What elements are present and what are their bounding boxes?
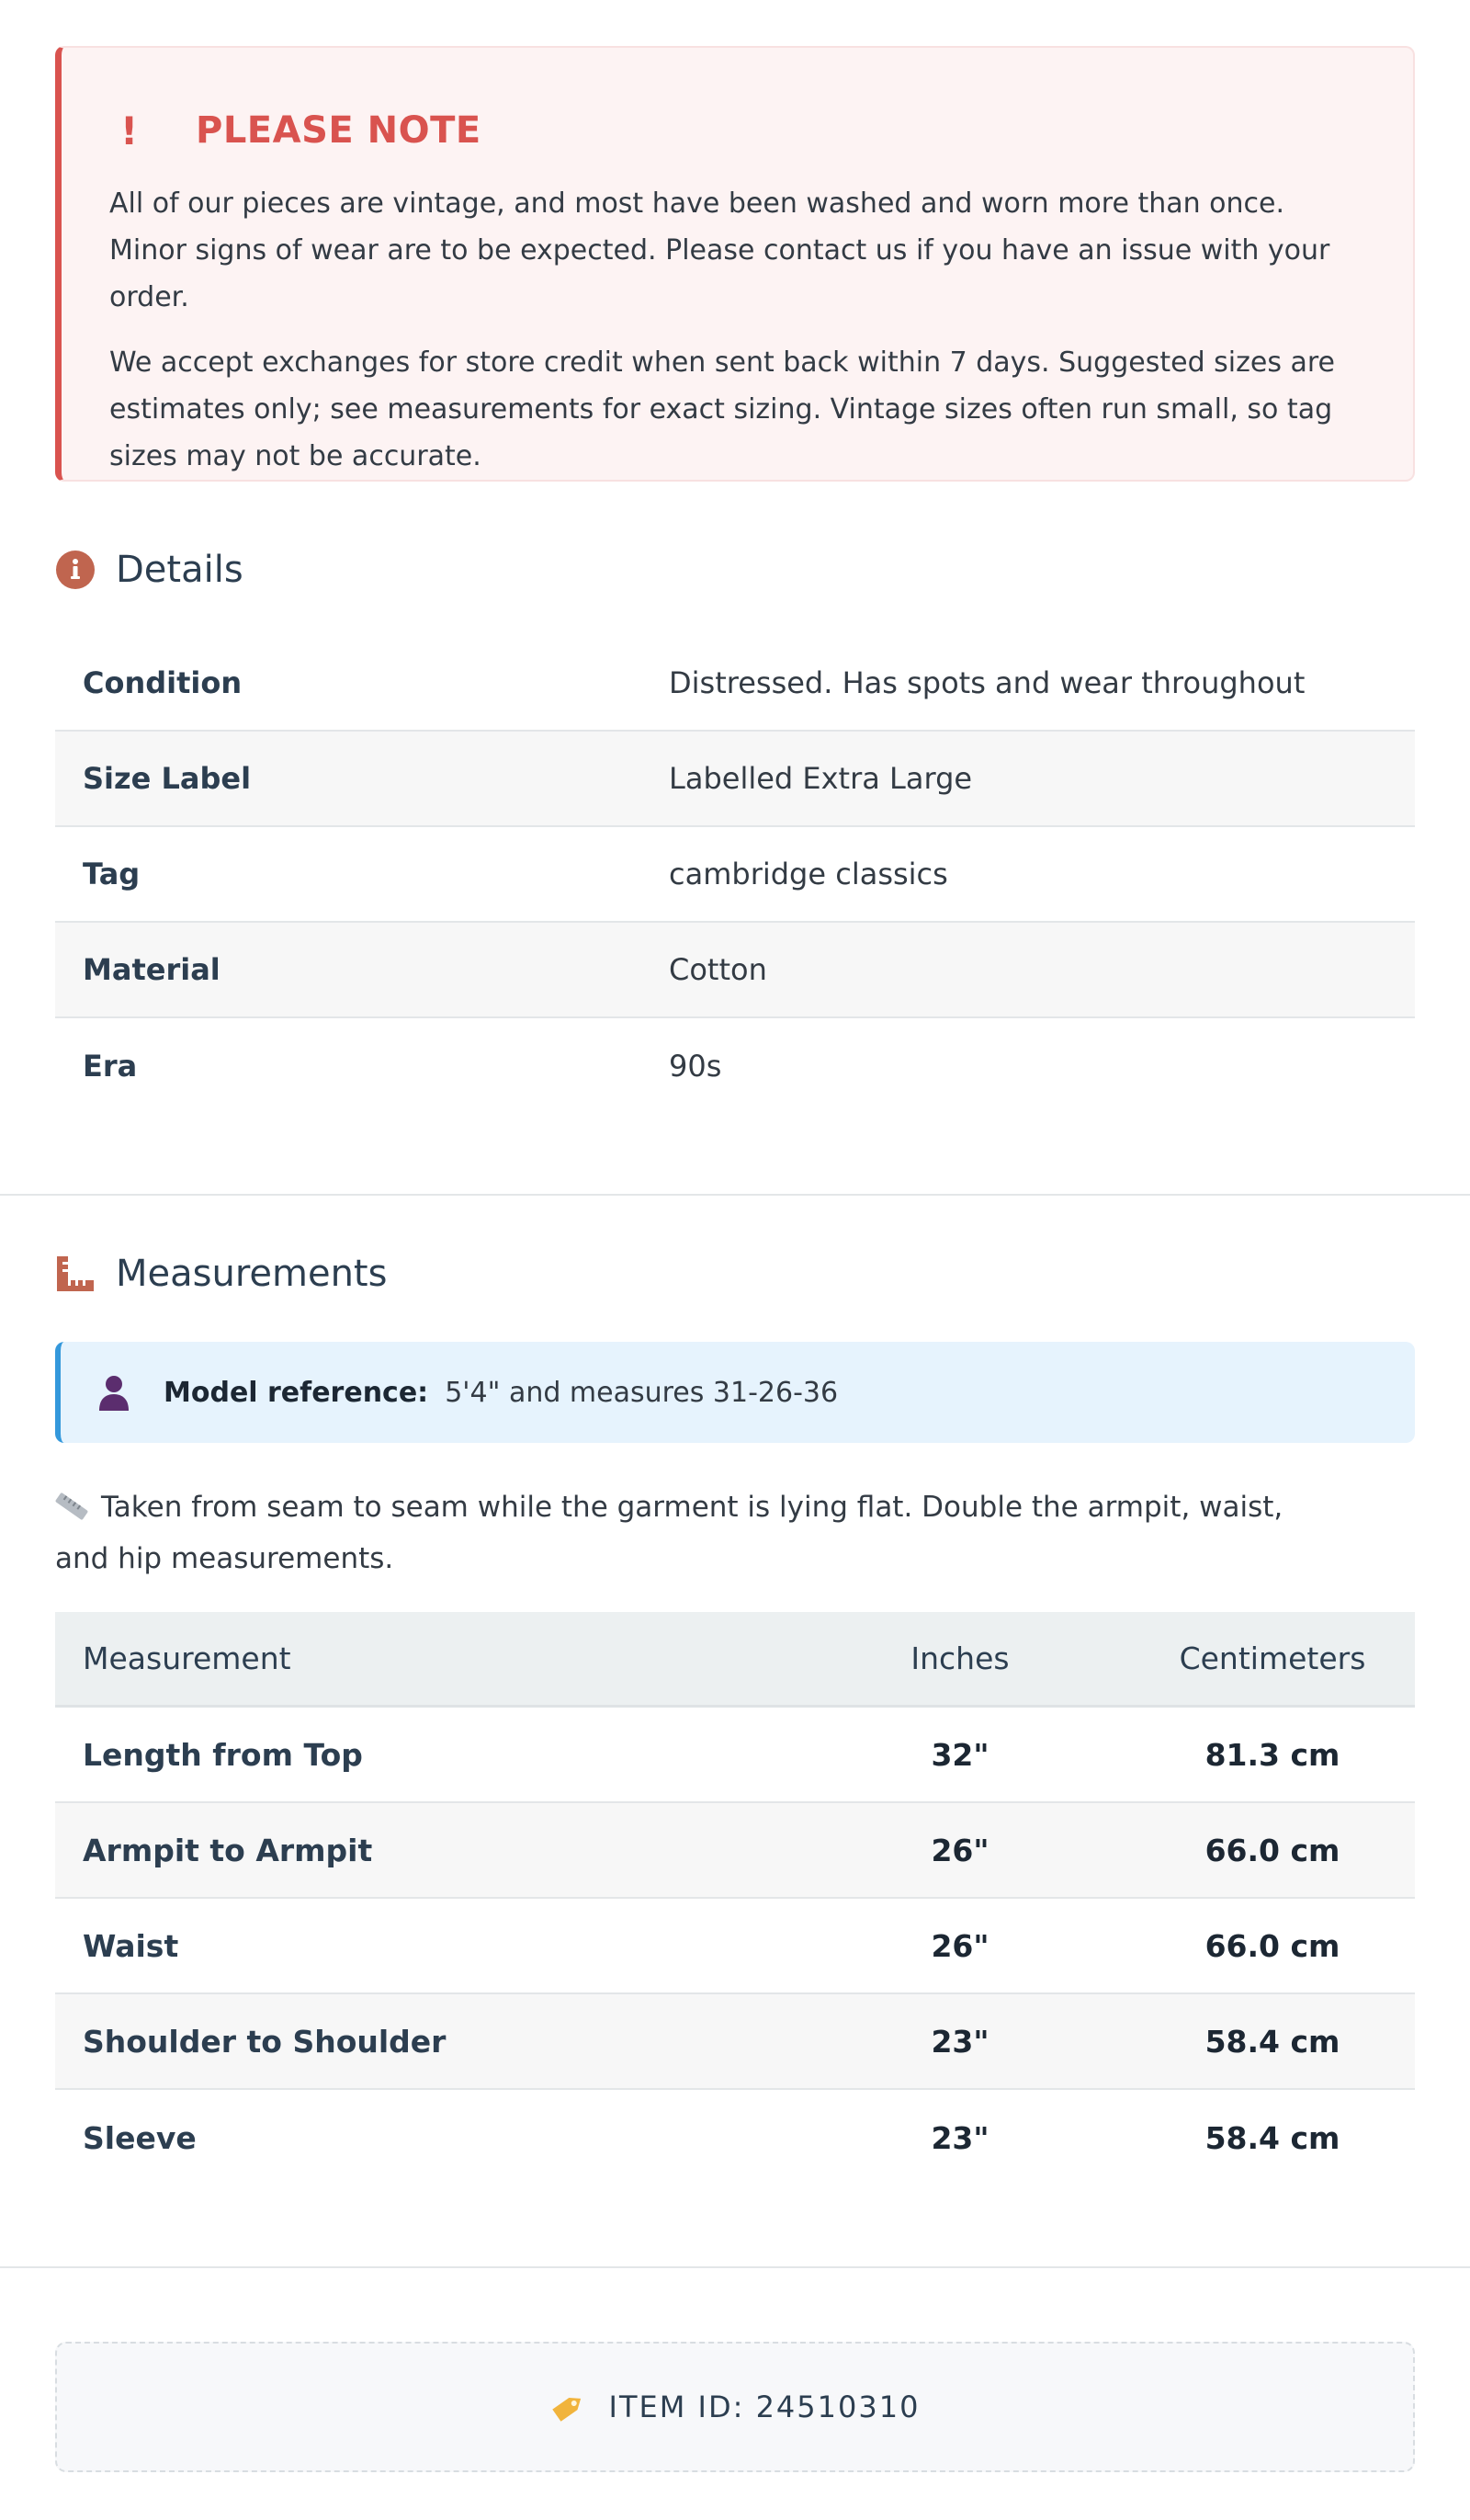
measurements-heading [55, 1253, 387, 1295]
please-note-box [55, 46, 1415, 482]
measurement-cm: 81.3 cm [1204, 1736, 1340, 1773]
measurement-inches: 32" [931, 1736, 989, 1773]
detail-value: 90s [669, 1049, 722, 1084]
table-row [55, 1994, 1415, 2090]
detail-value: cambridge classics [669, 857, 948, 891]
column-header: Centimeters [1179, 1640, 1366, 1676]
section-title: Details [116, 549, 243, 591]
measurement-inches: 26" [931, 1832, 989, 1868]
detail-label: Condition [83, 665, 243, 700]
details-heading [55, 549, 243, 591]
detail-value: Distressed. Has spots and wear throughout [669, 665, 1306, 700]
measurement-cm: 66.0 cm [1204, 1927, 1340, 1964]
table-row [55, 2090, 1415, 2185]
model-reference-box [55, 1342, 1415, 1443]
details-table [55, 636, 1415, 1114]
measurement-cm: 58.4 cm [1204, 2023, 1340, 2060]
person-icon [97, 1374, 130, 1411]
method-note-text: Taken from seam to seam while the garment is lying flat. Double the armpit, waist, and hip measurements. [55, 1491, 1283, 1575]
model-reference-value: 5'4" and measures 31-26-36 [445, 1376, 839, 1409]
tag-icon [550, 2389, 587, 2425]
notice-paragraph: All of our pieces are vintage, and most have been washed and worn more than once. Minor signs of wear are to be expected. Please contact us if you have an issue with your order. [109, 187, 1330, 313]
measurement-name: Length from Top [83, 1736, 363, 1773]
detail-label: Tag [83, 857, 141, 891]
table-row [55, 923, 1415, 1018]
measurement-cm: 58.4 cm [1204, 2119, 1340, 2156]
measurement-method-note [55, 1483, 1341, 1583]
table-row [55, 1018, 1415, 1114]
measurement-name: Waist [83, 1927, 179, 1964]
item-id-text: ITEM ID: 24510310 [608, 2389, 921, 2424]
column-header: Measurement [83, 1640, 291, 1676]
detail-value: Labelled Extra Large [669, 761, 973, 796]
measurements-table [55, 1612, 1415, 2185]
measurement-name: Sleeve [83, 2119, 197, 2156]
measurement-cm: 66.0 cm [1204, 1832, 1340, 1868]
ruler-small-icon [55, 1487, 88, 1535]
notice-title: PLEASE NOTE [196, 109, 481, 152]
measurement-inches: 26" [931, 1927, 989, 1964]
section-divider [0, 2266, 1470, 2268]
detail-value: Cotton [669, 952, 767, 987]
model-reference-label: Model reference: [164, 1376, 429, 1409]
table-row [55, 1803, 1415, 1899]
table-row [55, 636, 1415, 732]
measurement-inches: 23" [931, 2023, 989, 2060]
measurement-name: Armpit to Armpit [83, 1832, 373, 1868]
table-row [55, 732, 1415, 827]
item-id-box [55, 2342, 1415, 2472]
exclamation-icon: ! [120, 108, 139, 153]
measurement-name: Shoulder to Shoulder [83, 2023, 447, 2060]
table-row [55, 1708, 1415, 1803]
info-circle-icon [55, 550, 96, 590]
detail-label: Era [83, 1049, 138, 1084]
measurement-inches: 23" [931, 2119, 989, 2156]
column-header: Inches [910, 1640, 1010, 1676]
detail-label: Size Label [83, 761, 252, 796]
detail-label: Material [83, 952, 220, 987]
ruler-icon [55, 1254, 96, 1294]
section-title: Measurements [116, 1253, 388, 1295]
table-row [55, 827, 1415, 923]
notice-paragraph: We accept exchanges for store credit when sent back within 7 days. Suggested sizes are estimates only; see measurements for exact sizing. Vintage sizes often run small, so tag sizes may not be accurate. [109, 346, 1336, 472]
table-row [55, 1899, 1415, 1994]
section-divider [0, 1194, 1470, 1196]
table-header-row [55, 1612, 1415, 1708]
